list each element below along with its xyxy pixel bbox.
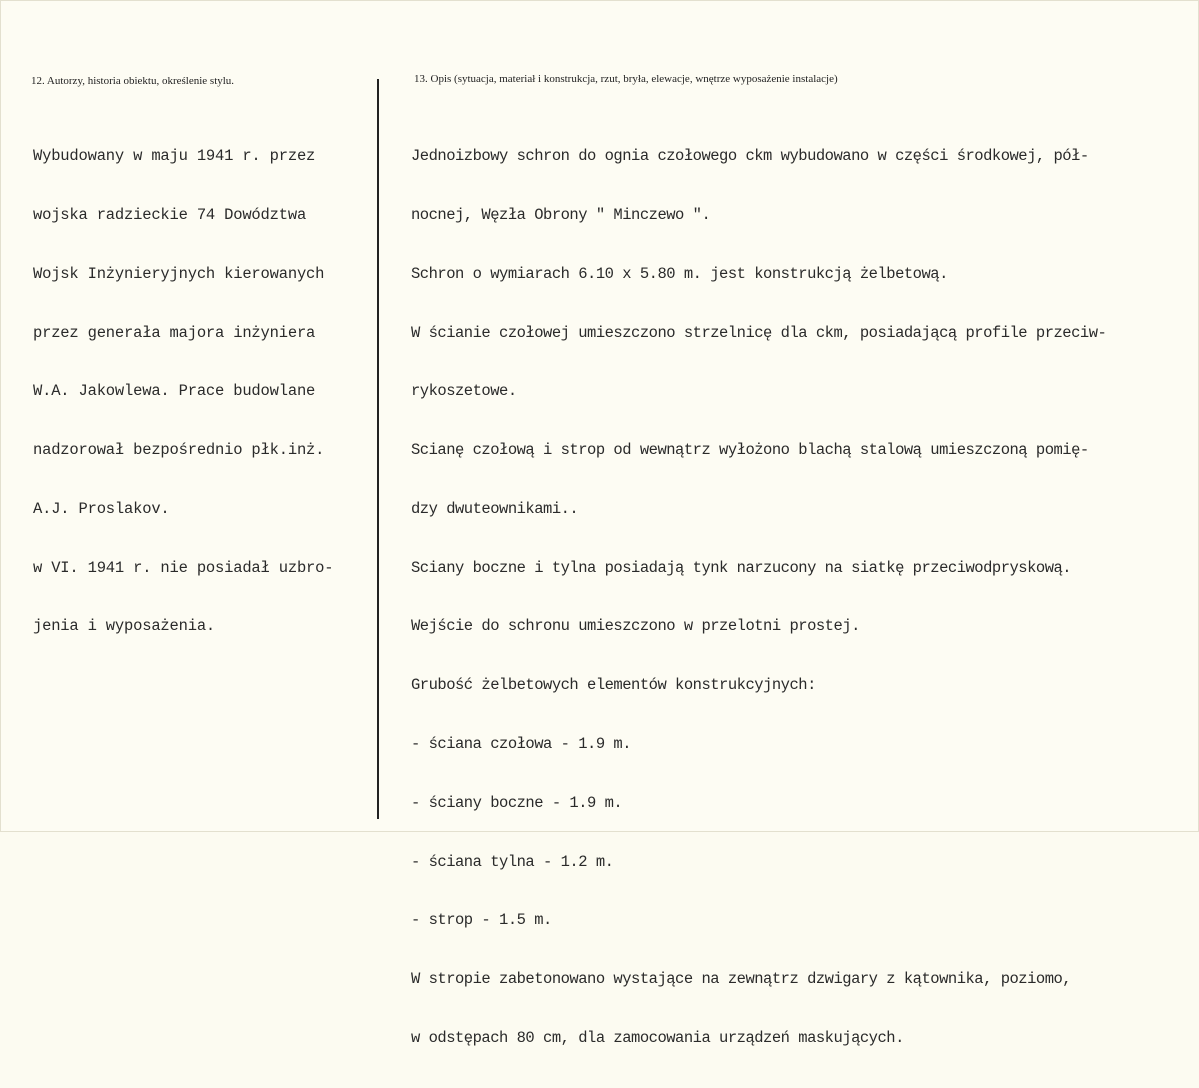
description-line: rykoszetowe. bbox=[411, 382, 517, 401]
description-line: - ściana tylna - 1.2 m. bbox=[411, 852, 614, 871]
description-line: Jednoizbowy schron do ognia czołowego ckm wybudowano w części środkowej, pół- bbox=[411, 147, 1089, 166]
history-line: A.J. Proslakov. bbox=[33, 499, 170, 518]
description-line: w odstępach 80 cm, dla zamocowania urządzeń maskujących. bbox=[411, 1028, 904, 1047]
section-13-header: 13. Opis (sytuacja, materiał i konstrukcja, rzut, bryła, elewacje, wnętrze wyposażenie instalacje) bbox=[414, 73, 838, 85]
description-line: nocnej, Węzła Obrony " Minczewo ". bbox=[411, 205, 711, 224]
description-line: - strop - 1.5 m. bbox=[411, 911, 552, 930]
description-line: Grubość żelbetowych elementów konstrukcyjnych: bbox=[411, 676, 816, 695]
description-line: - ściana czołowa - 1.9 m. bbox=[411, 735, 632, 753]
description-line: W ścianie czołowej umieszczono strzelnicę dla ckm, posiadającą profile przeciw- bbox=[411, 323, 1107, 342]
description-line: - ściany boczne - 1.9 m. bbox=[411, 793, 623, 812]
history-line: wojska radzieckie 74 Dowództwa bbox=[33, 205, 307, 224]
description-line: W stropie zabetonowano wystające na zewnątrz dzwigary z kątownika, poziomo, bbox=[411, 970, 1072, 989]
history-text bbox=[33, 108, 333, 676]
history-line: Wojsk Inżynieryjnych kierowanych bbox=[33, 264, 325, 283]
history-line: Wybudowany w maju 1941 r. przez bbox=[33, 147, 316, 166]
history-line: w VI. 1941 r. nie posiadał uzbro- bbox=[33, 558, 334, 577]
history-line: jenia i wyposażenia. bbox=[33, 617, 216, 636]
description-line: dzy dwuteownikami.. bbox=[411, 499, 579, 518]
description-line: Wejście do schronu umieszczono w przelotni prostej. bbox=[411, 617, 860, 636]
section-12-header: 12. Autorzy, historia obiektu, określenie stylu. bbox=[31, 75, 235, 87]
history-line: W.A. Jakowlewa. Prace budowlane bbox=[33, 382, 316, 401]
description-line: Schron o wymiarach 6.10 x 5.80 m. jest konstrukcją żelbetową. bbox=[411, 264, 948, 283]
column-divider bbox=[377, 79, 379, 819]
description-line: Scianę czołową i strop od wewnątrz wyłożono blachą stalową umieszczoną pomię- bbox=[411, 441, 1089, 460]
history-line: nadzorował bezpośrednio płk.inż. bbox=[33, 441, 325, 460]
description-line: Sciany boczne i tylna posiadają tynk narzucony na siatkę przeciwodpryskową. bbox=[411, 558, 1072, 577]
history-line: przez generała majora inżyniera bbox=[33, 323, 316, 342]
description-text bbox=[411, 108, 1106, 1088]
